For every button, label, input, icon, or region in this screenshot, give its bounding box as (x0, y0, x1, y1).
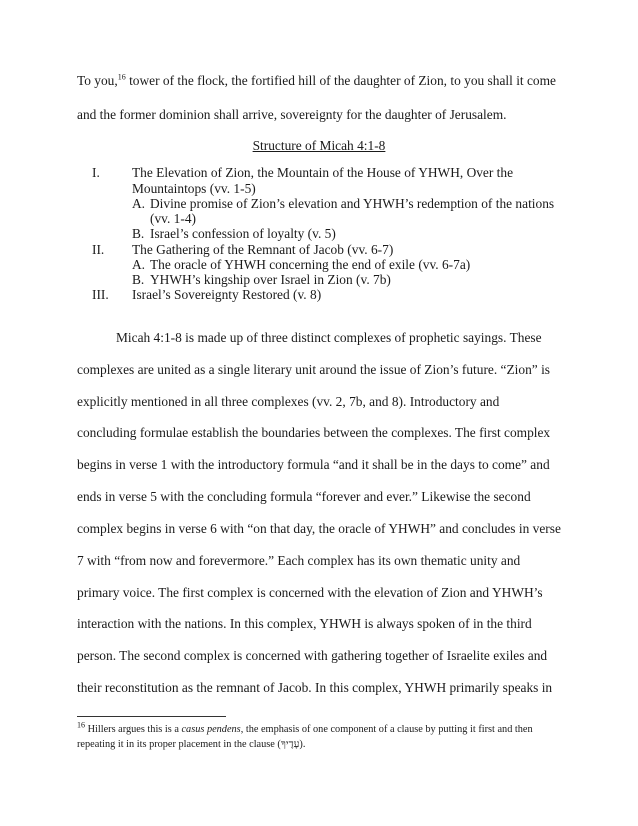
footnote-text: , the emphasis of one component of a clause by putting it first and then (240, 724, 533, 735)
outline-item: The Elevation of Zion, the Mountain of the House of YHWH, Over the (132, 165, 514, 180)
outline-sub-letter: A. (132, 196, 146, 211)
body-line: concluding formulae establish the boundaries between the complexes. The first complex (77, 425, 551, 440)
footnote-text: Hillers argues this is a (85, 724, 182, 735)
outline-sub-item: (vv. 1-4) (150, 211, 196, 226)
footnote-number: 16 (77, 720, 85, 730)
body-line-last: their reconstitution as the remnant of Jacob. In this complex, YHWH primarily speaks in (77, 680, 553, 695)
body-line: ends in verse 5 with the concluding formula “forever and ever.” Likewise the second (77, 489, 531, 504)
outline-sub-item: The oracle of YHWH concerning the end of exile (vv. 6-7a) (150, 257, 471, 272)
body-line: Micah 4:1-8 is made up of three distinct complexes of prophetic sayings. These (116, 330, 542, 345)
body-line: complexes are united as a single literary unit around the issue of Zion’s future. “Zion” is (77, 362, 551, 377)
verse-text: To you, (77, 73, 118, 88)
footnote-reference[interactable]: 16 (117, 72, 126, 82)
body-line: person. The second complex is concerned with gathering together of Israelite exiles and (77, 648, 548, 663)
body-line: 7 with “from now and forevermore.” Each complex has its own thematic unity and (77, 553, 521, 568)
verse-text: tower of the flock, the fortified hill of the daughter of Zion, to you shall it come (125, 73, 556, 88)
outline-item: Mountaintops (vv. 1-5) (132, 181, 256, 196)
body-line: complex begins in verse 6 with “on that day, the oracle of YHWH” and concludes in verse (77, 521, 561, 536)
outline-numeral: II. (92, 242, 105, 257)
outline-sub-letter: B. (132, 272, 145, 287)
outline-numeral: I. (92, 165, 100, 180)
body-line: explicitly mentioned in all three complexes (vv. 2, 7b, and 8). Introductory and (77, 394, 500, 409)
body-line: primary voice. The first complex is concerned with the elevation of Zion and YHWH’s (77, 585, 543, 600)
footnote-term: casus pendens (181, 724, 241, 735)
body-line: interaction with the nations. In this complex, YHWH is always spoken of in the third (77, 616, 532, 631)
outline-item: Israel’s Sovereignty Restored (v. 8) (132, 287, 322, 302)
body-line: begins in verse 1 with the introductory formula “and it shall be in the days to come” and (77, 457, 550, 472)
outline-sub-item: Israel’s confession of loyalty (v. 5) (150, 226, 336, 241)
footnote-line-1 (77, 720, 533, 735)
outline-sub-letter: A. (132, 257, 146, 272)
outline-item: The Gathering of the Remnant of Jacob (vv. 6-7) (132, 242, 394, 257)
verse-line-2: and the former dominion shall arrive, sovereignty for the daughter of Jerusalem. (77, 107, 507, 122)
outline-sub-letter: B. (132, 226, 145, 241)
verse-line-1 (77, 73, 556, 89)
outline-sub-item: Divine promise of Zion’s elevation and YHWH’s redemption of the nations (150, 196, 555, 211)
outline-numeral: III. (92, 287, 109, 302)
outline-sub-item: YHWH’s kingship over Israel in Zion (v. 7b) (150, 272, 391, 287)
structure-title: Structure of Micah 4:1-8 (252, 138, 386, 153)
footnote-separator (77, 716, 226, 717)
footnote-line-2: repeating it in its proper placement in the clause (עָדֶיךָ). (77, 739, 306, 750)
